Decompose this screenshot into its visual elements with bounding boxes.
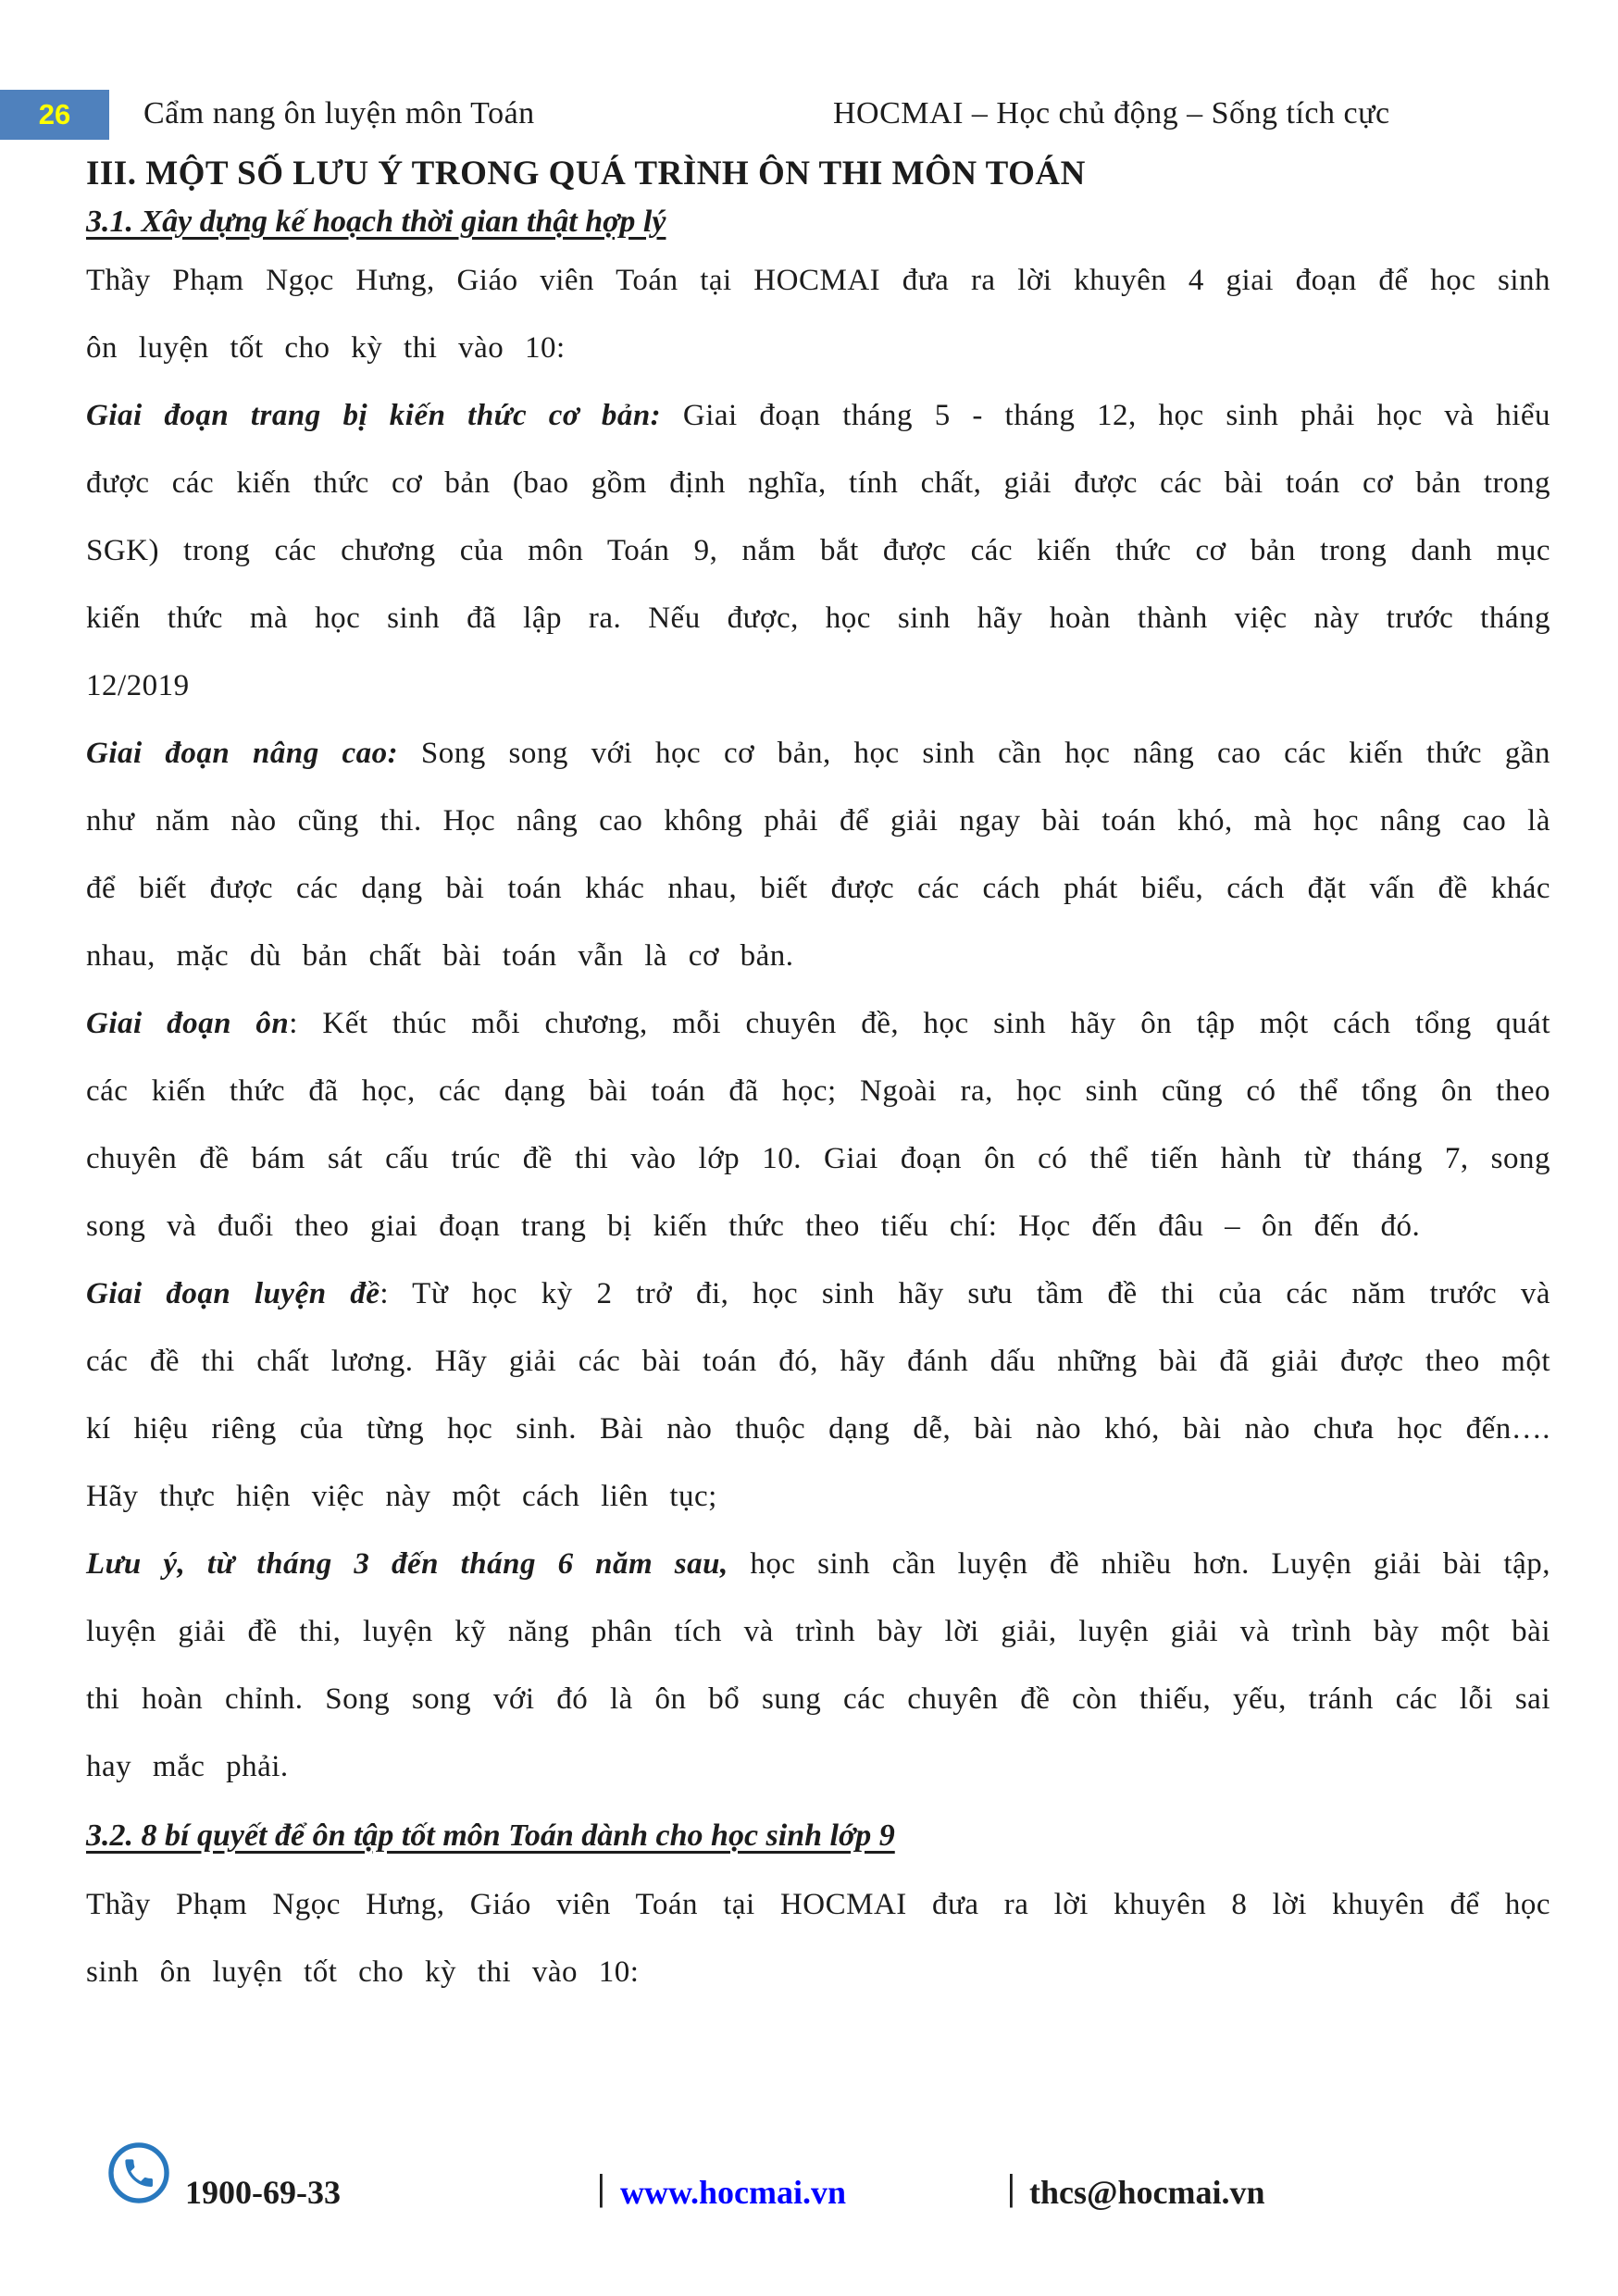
paragraph-text: Giai đoạn tháng 5 - tháng 12, học sinh phải học và hiểu được các kiến thức cơ bản (bao gồm định nghĩa, tính chất, giải được các bài toán cơ bản trong SGK) trong các chương của môn Toán 9, nắm bắt được các kiến thức cơ bản trong danh mục kiến thức mà học sinh đã lập ra. Nếu được, học sinh hãy hoàn thành việc này trước tháng 12/2019 — [86, 399, 1551, 702]
paragraph-text: Thầy Phạm Ngọc Hưng, Giáo viên Toán tại HOCMAI đưa ra lời khuyên 4 giai đoạn để học sinh ôn luyện tốt cho kỳ thi vào 10: — [86, 264, 1550, 365]
section-heading-iii: III. MỘT SỐ LƯU Ý TRONG QUÁ TRÌNH ÔN THI MÔN TOÁN — [86, 155, 1086, 192]
page-footer — [0, 2138, 1618, 2221]
paragraph-stage-practice — [86, 1260, 1550, 1531]
paragraph-note — [86, 1531, 1550, 1801]
paragraph-lead: Giai đoạn ôn — [86, 1007, 290, 1040]
email-address: thcs@hocmai.vn — [1029, 2174, 1265, 2211]
footer-separator: | — [597, 2166, 605, 2208]
section-heading-3-1: 3.1. Xây dựng kế hoạch thời gian thật hợp lý — [86, 205, 666, 239]
document-body — [86, 151, 1550, 2006]
header-title: Cẩm nang ôn luyện môn Toán — [143, 96, 535, 130]
phone-number: 1900-69-33 — [185, 2174, 341, 2211]
paragraph-lead: Giai đoạn trang bị kiến thức cơ bản: — [86, 399, 662, 432]
page-number: 26 — [38, 98, 71, 130]
paragraph-stage-advanced — [86, 720, 1550, 990]
paragraph-lead: Giai đoạn nâng cao: — [86, 737, 399, 770]
section-heading-3-2: 3.2. 8 bí quyết để ôn tập tốt môn Toán dành cho học sinh lớp 9 — [86, 1818, 895, 1853]
paragraph-text: Thầy Phạm Ngọc Hưng, Giáo viên Toán tại HOCMAI đưa ra lời khuyên 8 lời khuyên để học sinh ôn luyện tốt cho kỳ thi vào 10: — [86, 1888, 1550, 1989]
paragraph-text: : Từ học kỳ 2 trở đi, học sinh hãy sưu tầm đề thi của các năm trước và các đề thi chất lương. Hãy giải các bài toán đó, hãy đánh dấu những bài đã giải được theo một kí hiệu riêng của từng học sinh. Bài nào thuộc dạng dễ, bài nào khó, bài nào chưa học đến…. Hãy thực hiện việc này một cách liên tục; — [86, 1277, 1550, 1513]
paragraph-intro — [86, 247, 1550, 382]
paragraph-lead: Lưu ý, từ tháng 3 đến tháng 6 năm sau, — [86, 1547, 728, 1581]
paragraph-text: : Kết thúc mỗi chương, mỗi chuyên đề, học sinh hãy ôn tập một cách tổng quát các kiến thức đã học, các dạng bài toán đã học; Ngoài ra, học sinh cũng có thể tổng ôn theo chuyên đề bám sát cấu trúc đề thi vào lớp 10. Giai đoạn ôn có thể tiến hành từ tháng 7, song song và đuổi theo giai đoạn trang bị kiến thức theo tiếu chí: Học đến đâu – ôn đến đó. — [86, 1007, 1550, 1243]
website-link[interactable]: www.hocmai.vn — [620, 2174, 847, 2211]
paragraph-lead: Giai đoạn luyện đề — [86, 1277, 380, 1310]
paragraph-stage-basics — [86, 382, 1550, 720]
page-number-badge — [0, 90, 109, 140]
paragraph-text: học sinh cần luyện đề nhiều hơn. Luyện giải bài tập, luyện giải đề thi, luyện kỹ năng phân tích và trình bày lời giải, luyện giải và trình bày một bài thi hoàn chỉnh. Song song với đó là ôn bổ sung các chuyên đề còn thiếu, yếu, tránh các lỗi sai hay mắc phải. — [86, 1547, 1550, 1783]
footer-separator: | — [1007, 2166, 1015, 2208]
paragraph-text: Song song với học cơ bản, học sinh cần học nâng cao các kiến thức gần như năm nào cũng thi. Học nâng cao không phải để giải ngay bài toán khó, mà học nâng cao là để biết được các dạng bài toán khác nhau, biết được các cách phát biểu, cách đặt vấn đề khác nhau, mặc dù bản chất bài toán vẫn là cơ bản. — [86, 737, 1550, 973]
phone-icon — [107, 2141, 170, 2204]
header-motto: HOCMAI – Học chủ động – Sống tích cực — [833, 96, 1390, 130]
paragraph-stage-review — [86, 990, 1550, 1260]
paragraph-closing — [86, 1871, 1550, 2006]
